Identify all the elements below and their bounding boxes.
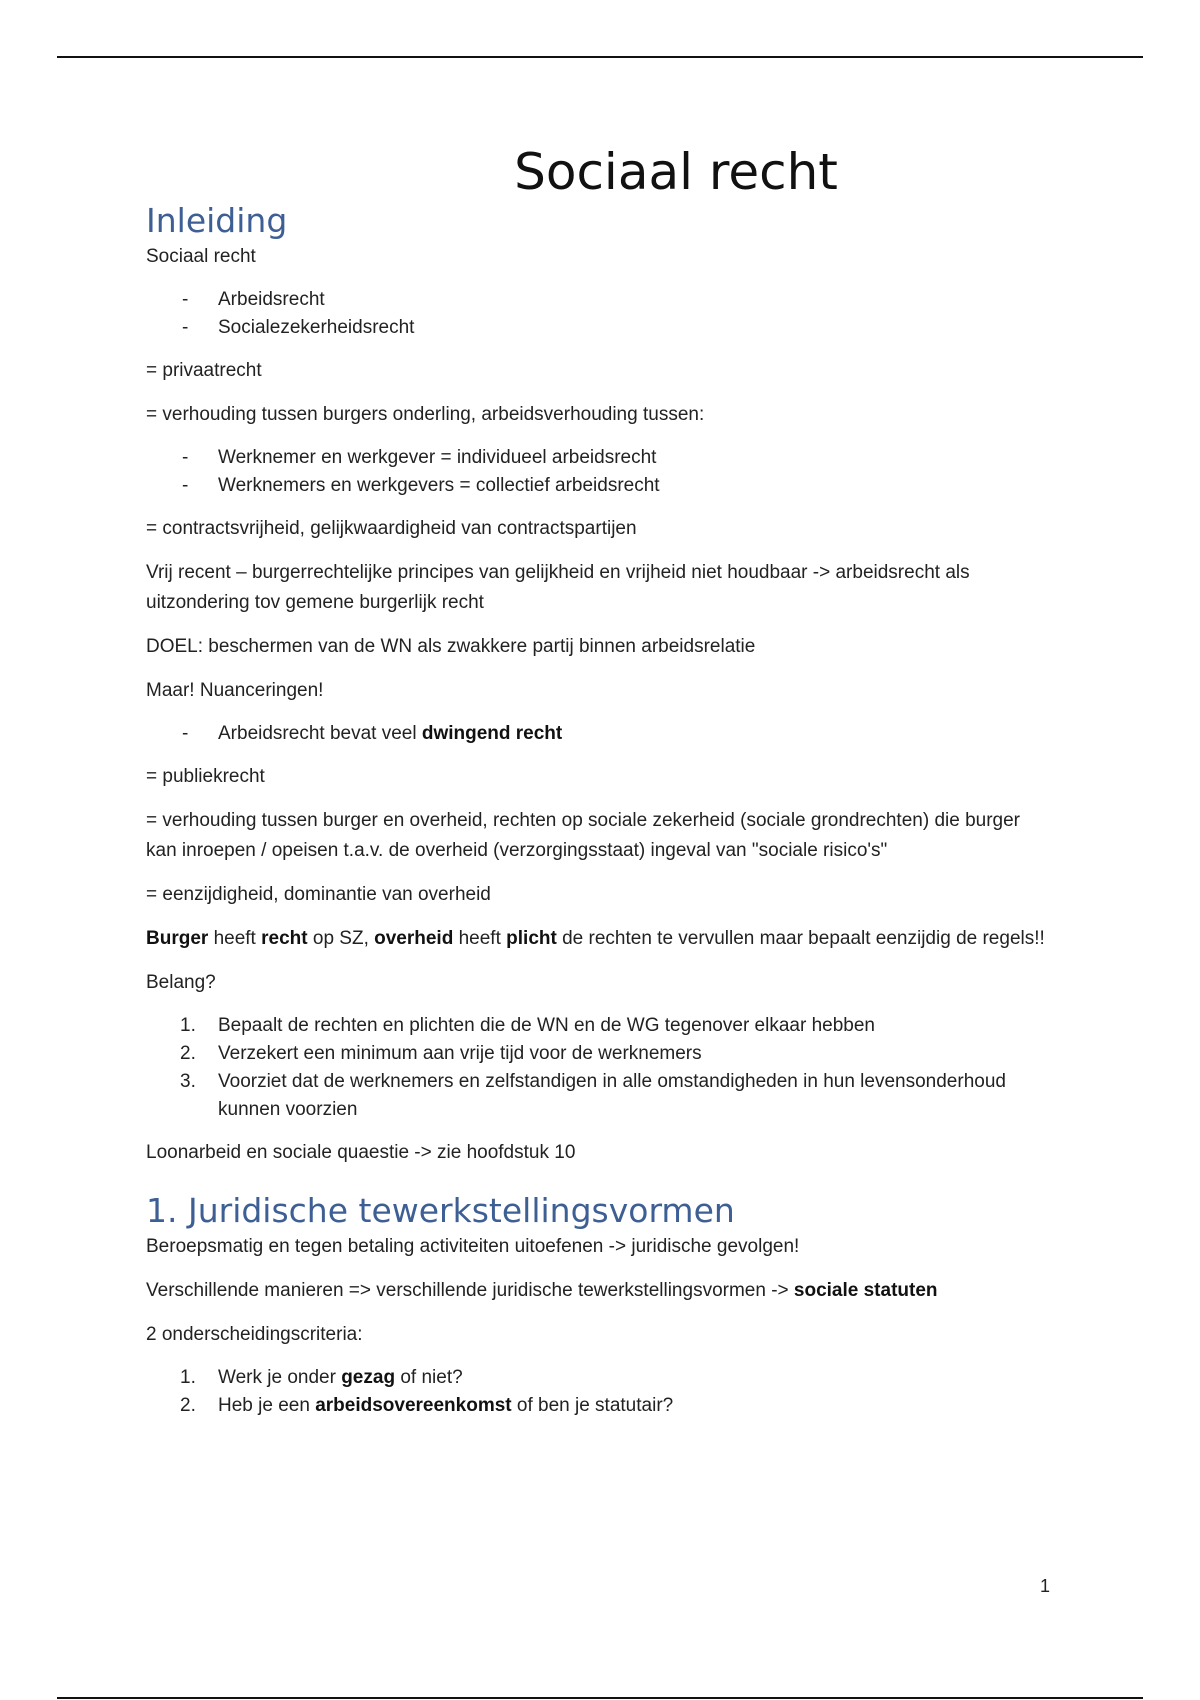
paragraph: 2 onderscheidingscriteria: xyxy=(146,1324,363,1345)
list-item: 2. Heb je een arbeidsovereenkomst of ben je statutair? xyxy=(180,1395,674,1416)
page-title: Sociaal recht xyxy=(514,143,838,201)
bullet-list xyxy=(146,720,1046,748)
header-rule xyxy=(57,56,1143,58)
list-item: - Werknemer en werkgever = individueel arbeidsrecht xyxy=(182,447,657,468)
paragraph: = publiekrecht xyxy=(146,766,265,787)
paragraph: Vrij recent – burgerrechtelijke principes van gelijkheid en vrijheid niet houdbaar -> arbeidsrecht als uitzondering tov gemene burgerlijk recht xyxy=(146,562,970,613)
document-page xyxy=(146,140,1046,1420)
bullet-list xyxy=(146,444,1046,500)
heading-section-1: 1. Juridische tewerkstellingsvormen xyxy=(146,1191,735,1230)
paragraph: Verschillende manieren => verschillende juridische tewerkstellingsvormen -> sociale statuten xyxy=(146,1280,938,1301)
paragraph: = eenzijdigheid, dominantie van overheid xyxy=(146,884,491,905)
paragraph: = verhouding tussen burgers onderling, arbeidsverhouding tussen: xyxy=(146,404,705,425)
paragraph: Sociaal recht xyxy=(146,246,256,267)
list-item: 1. Werk je onder gezag of niet? xyxy=(180,1367,463,1388)
paragraph: = privaatrecht xyxy=(146,360,262,381)
paragraph: Beroepsmatig en tegen betaling activiteiten uitoefenen -> juridische gevolgen! xyxy=(146,1236,800,1257)
list-item: - Arbeidsrecht xyxy=(182,289,325,310)
bullet-list xyxy=(146,286,1046,342)
paragraph: = contractsvrijheid, gelijkwaardigheid van contractspartijen xyxy=(146,518,637,539)
paragraph: Maar! Nuanceringen! xyxy=(146,680,324,701)
list-item: - Arbeidsrecht bevat veel dwingend recht xyxy=(182,723,563,744)
list-item: - Werknemers en werkgevers = collectief arbeidsrecht xyxy=(182,475,660,496)
paragraph: Belang? xyxy=(146,972,216,993)
footer-rule xyxy=(57,1697,1143,1699)
list-item: 3. Voorziet dat de werknemers en zelfstandigen in alle omstandigheden in hun levensonderhoud kunnen voorzien xyxy=(180,1071,1006,1120)
heading-inleiding: Inleiding xyxy=(146,201,288,240)
paragraph: = verhouding tussen burger en overheid, rechten op sociale zekerheid (sociale grondrechten) die burger kan inroepen / opeisen t.a.v. de overheid (verzorgingsstaat) ingeval van "sociale risico's" xyxy=(146,810,1021,861)
page-number: 1 xyxy=(1040,1576,1051,1596)
list-item: 1. Bepaalt de rechten en plichten die de WN en de WG tegenover elkaar hebben xyxy=(180,1015,875,1036)
paragraph: DOEL: beschermen van de WN als zwakkere partij binnen arbeidsrelatie xyxy=(146,636,756,657)
numbered-list xyxy=(146,1012,1046,1124)
paragraph-burger: Burger heeft recht op SZ, overheid heeft plicht de rechten te vervullen maar bepaalt eenzijdig de regels!! xyxy=(146,928,1045,949)
list-item: - Socialezekerheidsrecht xyxy=(182,317,415,338)
list-item: 2. Verzekert een minimum aan vrije tijd voor de werknemers xyxy=(180,1043,702,1064)
paragraph: Loonarbeid en sociale quaestie -> zie hoofdstuk 10 xyxy=(146,1142,576,1163)
numbered-list xyxy=(146,1364,1046,1420)
